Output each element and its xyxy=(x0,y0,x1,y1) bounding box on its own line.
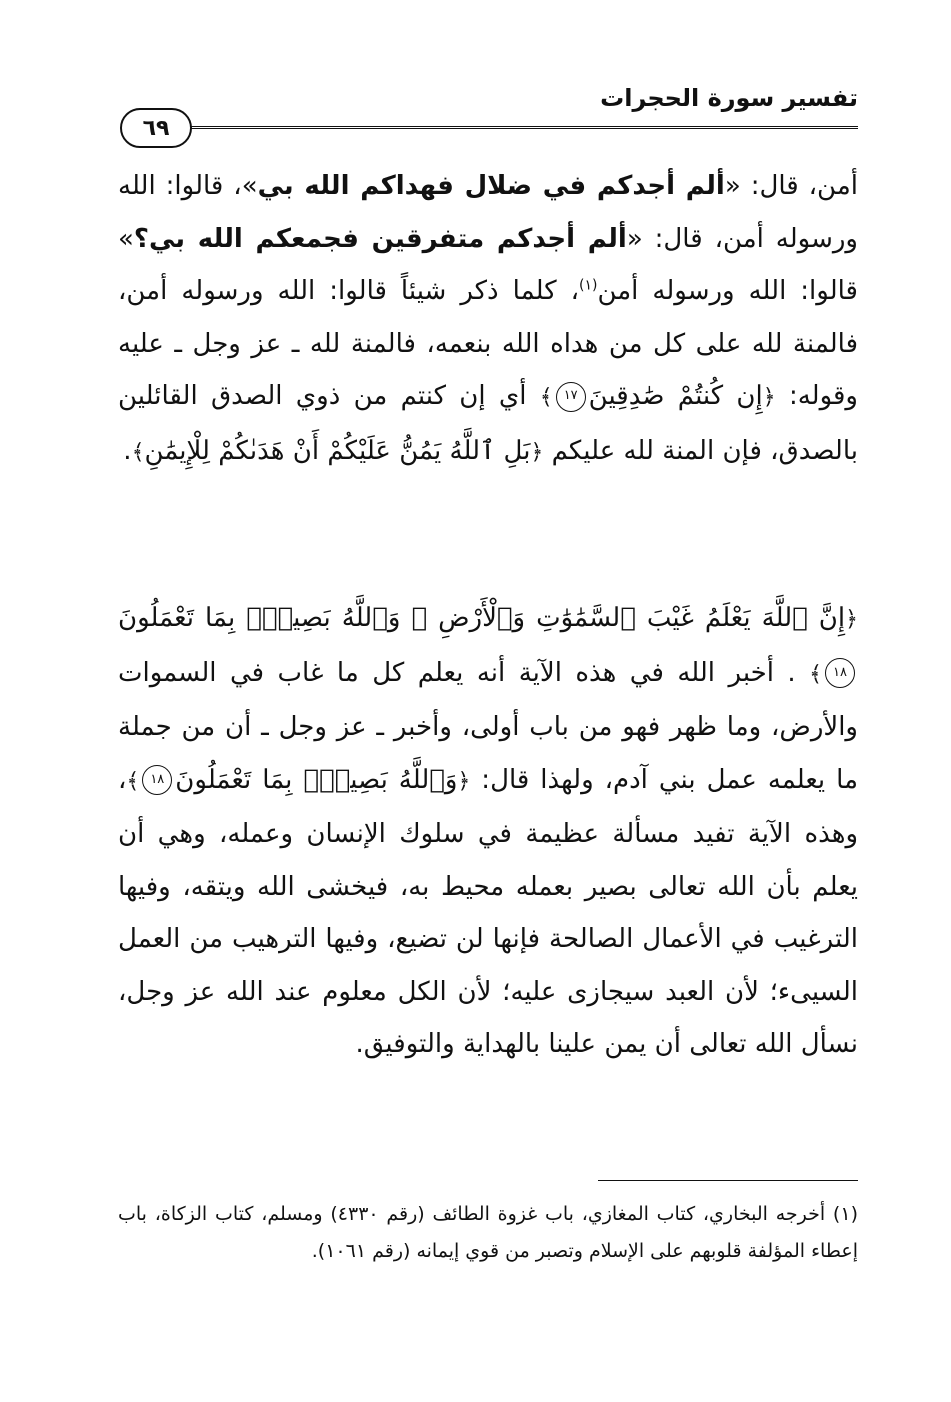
text-segment: . xyxy=(123,435,132,466)
paragraph-2 xyxy=(118,592,858,1071)
quran-verse: إِن كُنتُمْ صَٰدِقِينَ xyxy=(588,381,763,411)
quran-verse: إِنَّ ٱللَّهَ يَعْلَمُ غَيْبَ ٱلسَّمَٰوَٰتِ وَٱلْأَرْضِ ۚ وَٱللَّهُ بَصِيرٌۢ بِمَا تَعْمَلُونَ xyxy=(118,603,846,633)
paragraph-1 xyxy=(118,160,858,479)
quran-bracket-open: ﴿ xyxy=(762,385,776,410)
hadith-quote: ألم أجدكم في ضلال فهداكم الله بي xyxy=(257,171,725,201)
page-header xyxy=(120,80,858,150)
quran-bracket-open: ﴿ xyxy=(845,607,858,632)
header-rule xyxy=(175,126,858,129)
quran-bracket-open: ﴿ xyxy=(530,439,544,465)
quran-bracket-close: ﴾ xyxy=(539,385,553,410)
text-segment: »، قالوا: الله ورسوله أمن، قال: « xyxy=(118,171,858,254)
quran-bracket-close: ﴾ xyxy=(809,661,822,687)
ayah-number: ١٨ xyxy=(142,765,172,795)
text-segment: أي إن كنتم من ذوي الصدق القائلين بالصدق، فإن المنة لله عليكم xyxy=(118,381,858,466)
hadith-quote: ألم أجدكم متفرقين فجمعكم الله بي؟ xyxy=(133,223,627,254)
ayah-number: ١٨ xyxy=(825,658,855,688)
text-segment: » قالوا: الله ورسوله أمن xyxy=(118,223,858,306)
quran-verse: وَٱللَّهُ بَصِيرٌۢ بِمَا تَعْمَلُونَ xyxy=(175,764,458,795)
text-segment: ، وهذه الآية تفيد مسألة عظيمة في سلوك الإنسان وعمله، وهي أن يعلم بأن الله تعالى بصير بعمله محيط به، فيخشى الله ويتقه، وفيها الترغيب في الأعمال الصالحة فإنها لن تضيع، وفيها الترهيب من العمل السيىء؛ لأن العبد سيجازى عليه؛ لأن الكل معلوم عند الله عز وجل، نسأل الله تعالى أن يمن علينا بالهداية والتوفيق. xyxy=(118,764,858,1059)
footnote-reference: (١) xyxy=(578,277,598,294)
running-title: تفسير سورة الحجرات xyxy=(600,84,858,112)
text-segment: أمن، قال: « xyxy=(724,171,859,201)
text-segment: ، كلما ذكر شيئاً قالوا: الله ورسوله أمن، فالمنة لله على كل من هداه الله بنعمه، فالمنة لله ـ عز وجل ـ عليه وقوله: xyxy=(118,276,858,411)
ayah-number: ١٧ xyxy=(556,382,586,412)
quran-bracket-close: ﴾ xyxy=(126,768,140,794)
text-segment: . أخبر الله في هذه الآية أنه يعلم كل ما غاب في السموات والأرض، وما ظهر فهو من باب أولى، وأخبر ـ عز وجل ـ أن من جملة ما يعلمه عمل بني آدم، ولهذا قال: xyxy=(118,657,858,795)
quran-verse: بَلِ ٱللَّهُ يَمُنُّ عَلَيْكُمْ أَنْ هَدَىٰكُمْ لِلْإِيمَٰنِ xyxy=(144,435,531,466)
quran-bracket-open: ﴿ xyxy=(457,768,471,794)
footnote-separator xyxy=(598,1180,858,1181)
footnote: (١) أخرجه البخاري، كتاب المغازي، باب غزوة الطائف (رقم ٤٣٣٠) ومسلم، كتاب الزكاة، باب إعطاء المؤلفة قلوبهم على الإسلام وتصبر من قوي إيمانه (رقم ١٠٦١). xyxy=(118,1203,858,1262)
quran-bracket-close: ﴾ xyxy=(131,439,145,465)
page-number: ٦٩ xyxy=(120,108,192,148)
